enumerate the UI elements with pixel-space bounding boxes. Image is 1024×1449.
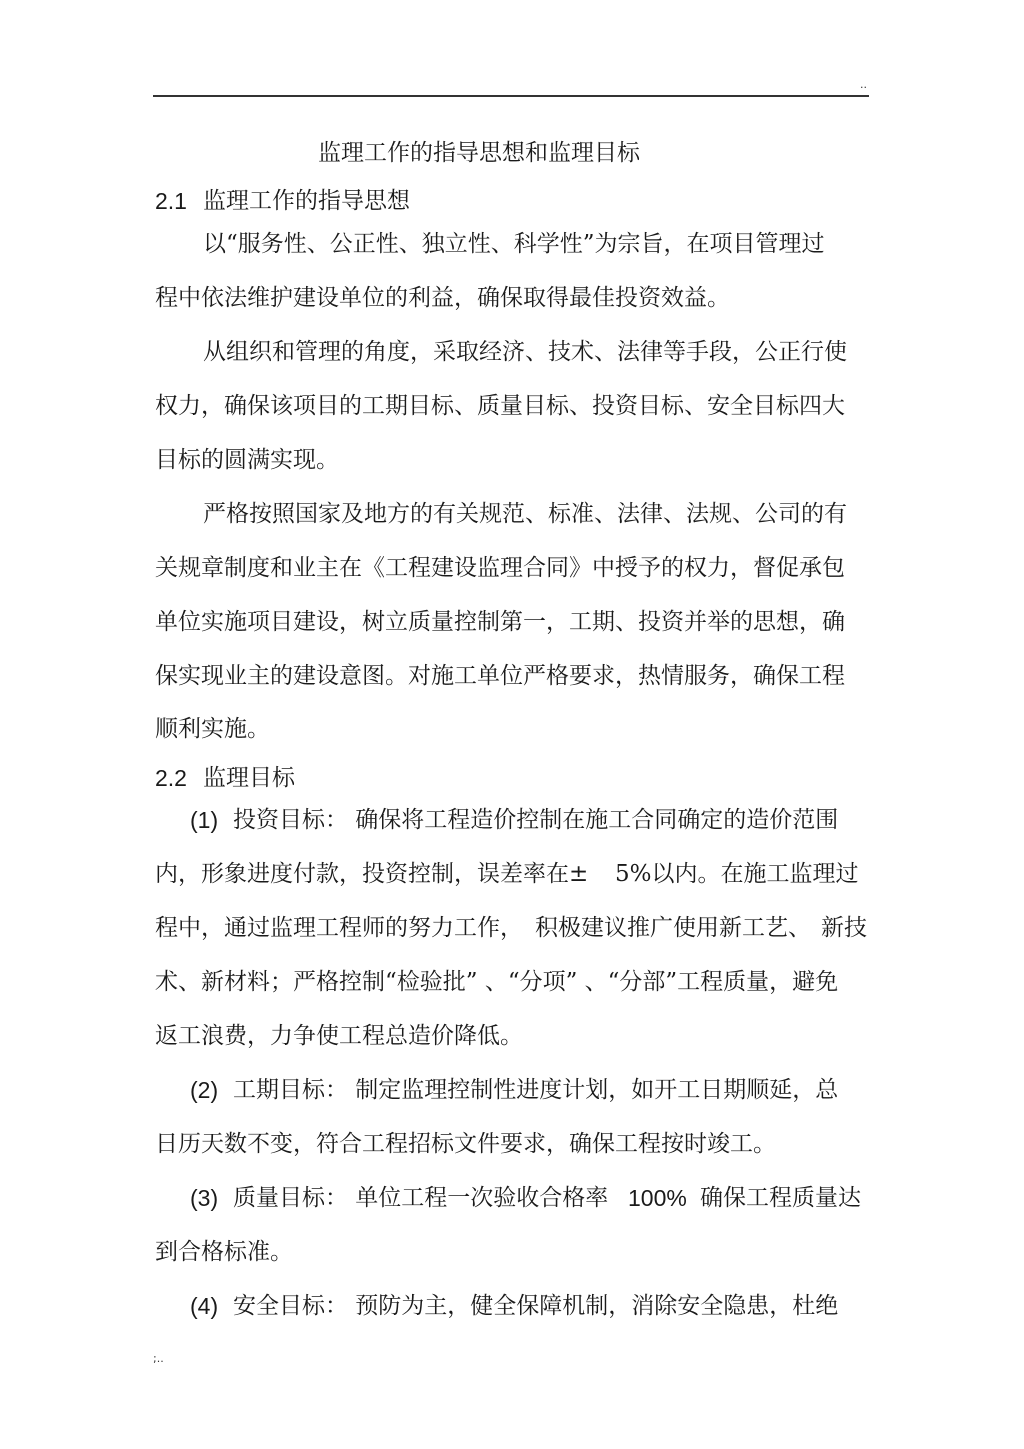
paragraph-line: 关规章制度和业主在《工程建设监理合同》中授予的权力，督促承包 <box>155 555 845 581</box>
paragraph-line: 质量目标： 单位工程一次验收合格率 <box>233 1185 609 1211</box>
paragraph-line: 保实现业主的建设意图。对施工单位严格要求，热情服务，确保工程 <box>155 663 845 689</box>
page-title: 监理工作的指导思想和监理目标 <box>318 140 640 166</box>
paragraph-line: 100% <box>628 1185 687 1211</box>
paragraph-line: 顺利实施。 <box>155 716 270 742</box>
footer-mark: ;.. <box>153 1352 164 1365</box>
item-1-label: (1) <box>190 807 219 833</box>
paragraph-line: 权力，确保该项目的工期目标、质量目标、投资目标、安全目标四大 <box>155 393 845 419</box>
header-rule <box>153 95 869 97</box>
paragraph-line: 严格按照国家及地方的有关规范、标准、法律、法规、公司的有 <box>203 501 847 527</box>
paragraph-line: 目标的圆满实现。 <box>155 447 339 473</box>
paragraph-line: 返工浪费，力争使工程总造价降低。 <box>155 1023 523 1049</box>
paragraph-line: 程中，通过监理工程师的努力工作， <box>155 915 523 941</box>
section-2-number: 2.2 <box>155 765 187 791</box>
section-2-heading: 监理目标 <box>203 765 295 791</box>
paragraph-line: 日历天数不变，符合工程招标文件要求，确保工程按时竣工。 <box>155 1131 776 1157</box>
paragraph-line: 安全目标： 预防为主，健全保障机制，消除安全隐患，杜绝 <box>233 1293 839 1319</box>
header-mark: .. <box>860 78 867 91</box>
paragraph-line: 单位实施项目建设，树立质量控制第一，工期、投资并举的思想，确 <box>155 609 845 635</box>
paragraph-line: 确保工程质量达 <box>700 1185 861 1211</box>
item-4-label: (4) <box>190 1293 219 1319</box>
item-2-label: (2) <box>190 1077 219 1103</box>
section-1-number: 2.1 <box>155 188 187 214</box>
paragraph-line: 内，形象进度付款，投资控制，误差率在± <box>155 861 589 887</box>
paragraph-line: 工期目标： 制定监理控制性进度计划，如开工日期顺延，总 <box>233 1077 839 1103</box>
paragraph-line: 新技 <box>821 915 867 941</box>
paragraph-line: 到合格标准。 <box>155 1239 293 1265</box>
paragraph-line: 程中依法维护建设单位的利益，确保取得最佳投资效益。 <box>155 285 730 311</box>
paragraph-line: 以“服务性、公正性、独立性、科学性”为宗旨，在项目管理过 <box>203 231 825 257</box>
paragraph-line: 积极建议推广使用新工艺、 <box>535 915 811 941</box>
paragraph-line: 投资目标： 确保将工程造价控制在施工合同确定的造价范围 <box>233 807 839 833</box>
paragraph-line: 5%以内。在施工监理过 <box>615 861 859 887</box>
paragraph-line: 术、新材料；严格控制“检验批” 、“分项” 、“分部”工程质量，避免 <box>155 969 839 995</box>
section-1-heading: 监理工作的指导思想 <box>203 188 410 214</box>
paragraph-line: 从组织和管理的角度，采取经济、技术、法律等手段，公正行使 <box>203 339 847 365</box>
item-3-label: (3) <box>190 1185 219 1211</box>
